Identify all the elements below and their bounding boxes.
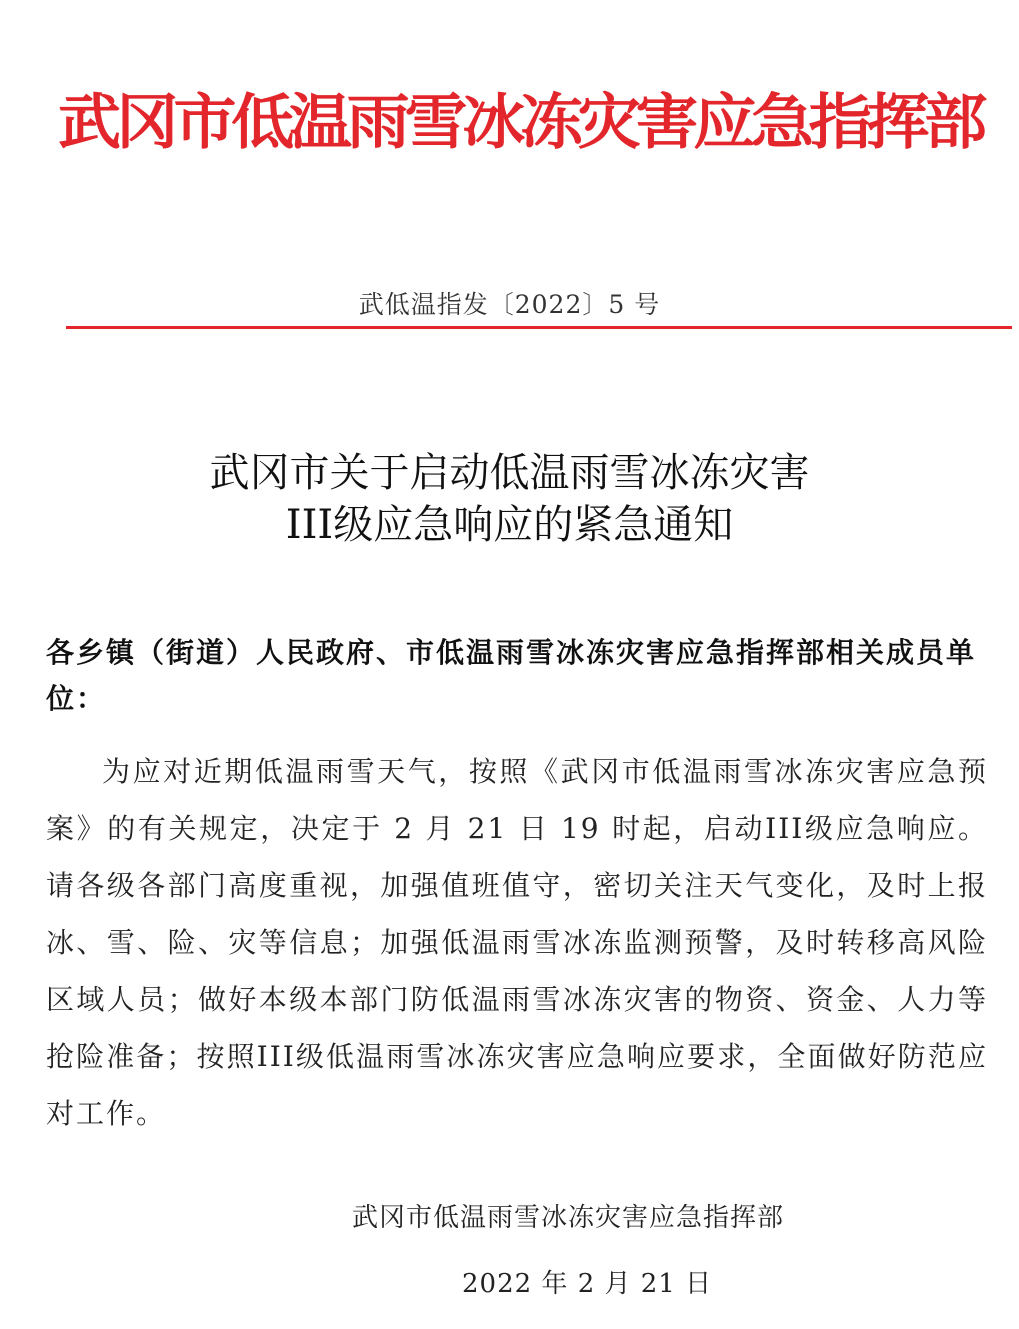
document-number: 武低温指发〔2022〕5 号 bbox=[358, 290, 661, 319]
signature-date: 2022 年 2 月 21 日 bbox=[462, 1269, 713, 1299]
red-divider bbox=[66, 326, 1012, 329]
notice-title bbox=[0, 447, 1019, 551]
recipients: 各乡镇（街道）人民政府、市低温雨雪冰冻灾害应急指挥部相关成员单位： bbox=[46, 636, 977, 715]
notice-title-line-2: III级应急响应的紧急通知 bbox=[285, 502, 734, 548]
letterhead-title: 武冈市低温雨雪冰冻灾害应急指挥部 bbox=[58, 88, 983, 158]
notice-title-line-1: 武冈市关于启动低温雨雪冰冻灾害 bbox=[209, 450, 810, 496]
signature-organization: 武冈市低温雨雪冰冻灾害应急指挥部 bbox=[352, 1203, 785, 1233]
body-paragraph: 为应对近期低温雨雪天气，按照《武冈市低温雨雪冰冻灾害应急预案》的有关规定，决定于 2 月 21 日 19 时起，启动III级应急响应。请各级各部门高度重视，加强值班值守，密切关注天气变化，及时上报冰、雪、险、灾等信息；加强低温雨雪冰冻监测预警，及时转移高风险区域人员；做好本级本部门防低温雨雪冰冻灾害的物资、资金、人力等抢险准备；按照III级低温雨雪冰冻灾害应急响应要求，全面做好防范应对工作。 bbox=[46, 755, 988, 1130]
